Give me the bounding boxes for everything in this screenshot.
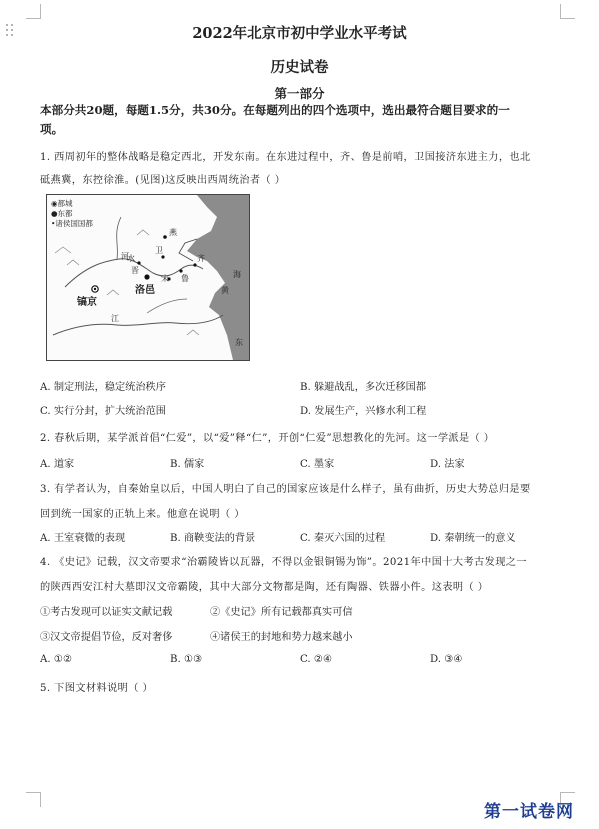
q4-stem-line-1: 4. 《史记》记载，汉文帝要求“治霸陵皆以瓦器，不得以金银铜锡为饰”。2021年中国十大考古发现之一 [40,557,527,568]
q3-option-b[interactable]: B. 商鞅变法的背景 [170,533,256,544]
label-he: 河 [121,252,129,261]
label-song: 宋 [161,274,169,283]
yangtze-river [53,315,223,335]
label-yan: 燕 [169,228,177,237]
luoyi-marker [144,274,149,279]
q4-option-b[interactable]: B. ①③ [170,654,203,665]
q4-statement-2: ②《史记》所有记载都真实可信 [210,607,353,618]
q2-option-a[interactable]: A. 道家 [40,459,75,470]
crop-mark-top-left [26,4,41,19]
site-watermark: 第一试卷网 [484,802,574,822]
q2-option-c[interactable]: C. 墨家 [300,459,335,470]
q4-option-a[interactable]: A. ①② [40,654,73,665]
part-heading: 第一部分 [274,86,325,101]
q4-option-d[interactable]: D. ③④ [430,654,463,665]
label-haojing: 镐京 [77,297,97,308]
legend-capital: ◉都城 [51,199,73,208]
q1-stem-line-1: 1. 西周初年的整体战略是稳定西北，开发东南。在东进过程中，齐、鲁是前哨，卫国接济东进主力，也北 [40,152,531,163]
q1-option-a[interactable]: A. 制定刑法，稳定统治秩序 [40,382,166,393]
q3-option-a[interactable]: A. 王室衰微的表现 [40,533,126,544]
q3-stem-line-2: 回到统一国家的正轨上来。他意在说明（ ） [40,509,245,520]
label-luoyi: 洛邑 [135,285,155,296]
legend-vassal-capital: •诸侯国国都 [51,219,93,228]
q3-option-c[interactable]: C. 秦灭六国的过程 [300,533,386,544]
map-legend [51,199,93,229]
q2-option-d[interactable]: D. 法家 [430,459,465,470]
q1-option-c[interactable]: C. 实行分封，扩大统治范围 [40,406,166,417]
q1-option-d[interactable]: D. 发展生产，兴修水利工程 [300,406,427,417]
exam-title: 2022年北京市初中学业水平考试 [192,25,407,42]
q4-statement-4: ④诸侯王的封地和势力越来越小 [210,632,353,643]
label-wei: 卫 [155,246,163,255]
capital-haojing-dot [94,288,96,290]
western-zhou-map [46,194,250,361]
instruction-line-2: 项。 [40,122,64,136]
label-qi: 齐 [197,254,205,263]
q2-option-b[interactable]: B. 儒家 [170,459,205,470]
instruction-line-1: 本部分共20题，每题1.5分，共30分。在每题列出的四个选项中，选出最符合题目要求的一 [40,103,510,117]
exam-subtitle: 历史试卷 [270,59,329,76]
q3-stem-line-1: 3. 有学者认为，自秦始皇以后，中国人明白了自己的国家应该是什么样子，虽有曲折，历史大势总归是要 [40,484,531,495]
q4-stem-line-2: 的陕西西安江村大墓即汉文帝霸陵，其中大部分文物都是陶，还有陶器、铁器小件。这表明（ ） [40,582,489,593]
q1-stem-line-2: 砥燕冀，东控徐淮。(见图)这反映出西周统治者（ ） [40,175,286,186]
q4-statement-3: ③汉文帝提倡节俭，反对奢侈 [40,632,173,643]
q2-stem: 2. 春秋后期，某学派首倡“仁爱”，以“爱”释“仁”，开创“仁爱”思想教化的先河。这一学派是（ ） [40,433,495,444]
crop-mark-top-right [560,4,575,19]
label-dong: 东 [235,338,243,347]
label-lu: 鲁 [181,274,189,283]
q4-statement-1: ①考古发现可以证实文献记载 [40,607,173,618]
yan-marker [163,235,167,239]
q3-option-d[interactable]: D. 秦朝统一的意义 [430,533,516,544]
huai-river [147,299,187,313]
q5-stem: 5. 下图文材料说明（ ） [40,683,154,694]
label-huang: 黄 [221,286,229,295]
label-hai: 海 [233,270,241,279]
q1-option-b[interactable]: B. 躲避战乱，多次迁移国都 [300,382,427,393]
label-shui: 水 [127,254,135,263]
label-jin: 晋 [131,266,139,275]
q4-option-c[interactable]: C. ②④ [300,654,333,665]
label-jiang: 江 [111,314,119,323]
crop-mark-bottom-left [26,792,41,807]
terrain-marks [55,230,199,335]
legend-east-capital: ●东都 [51,209,73,218]
